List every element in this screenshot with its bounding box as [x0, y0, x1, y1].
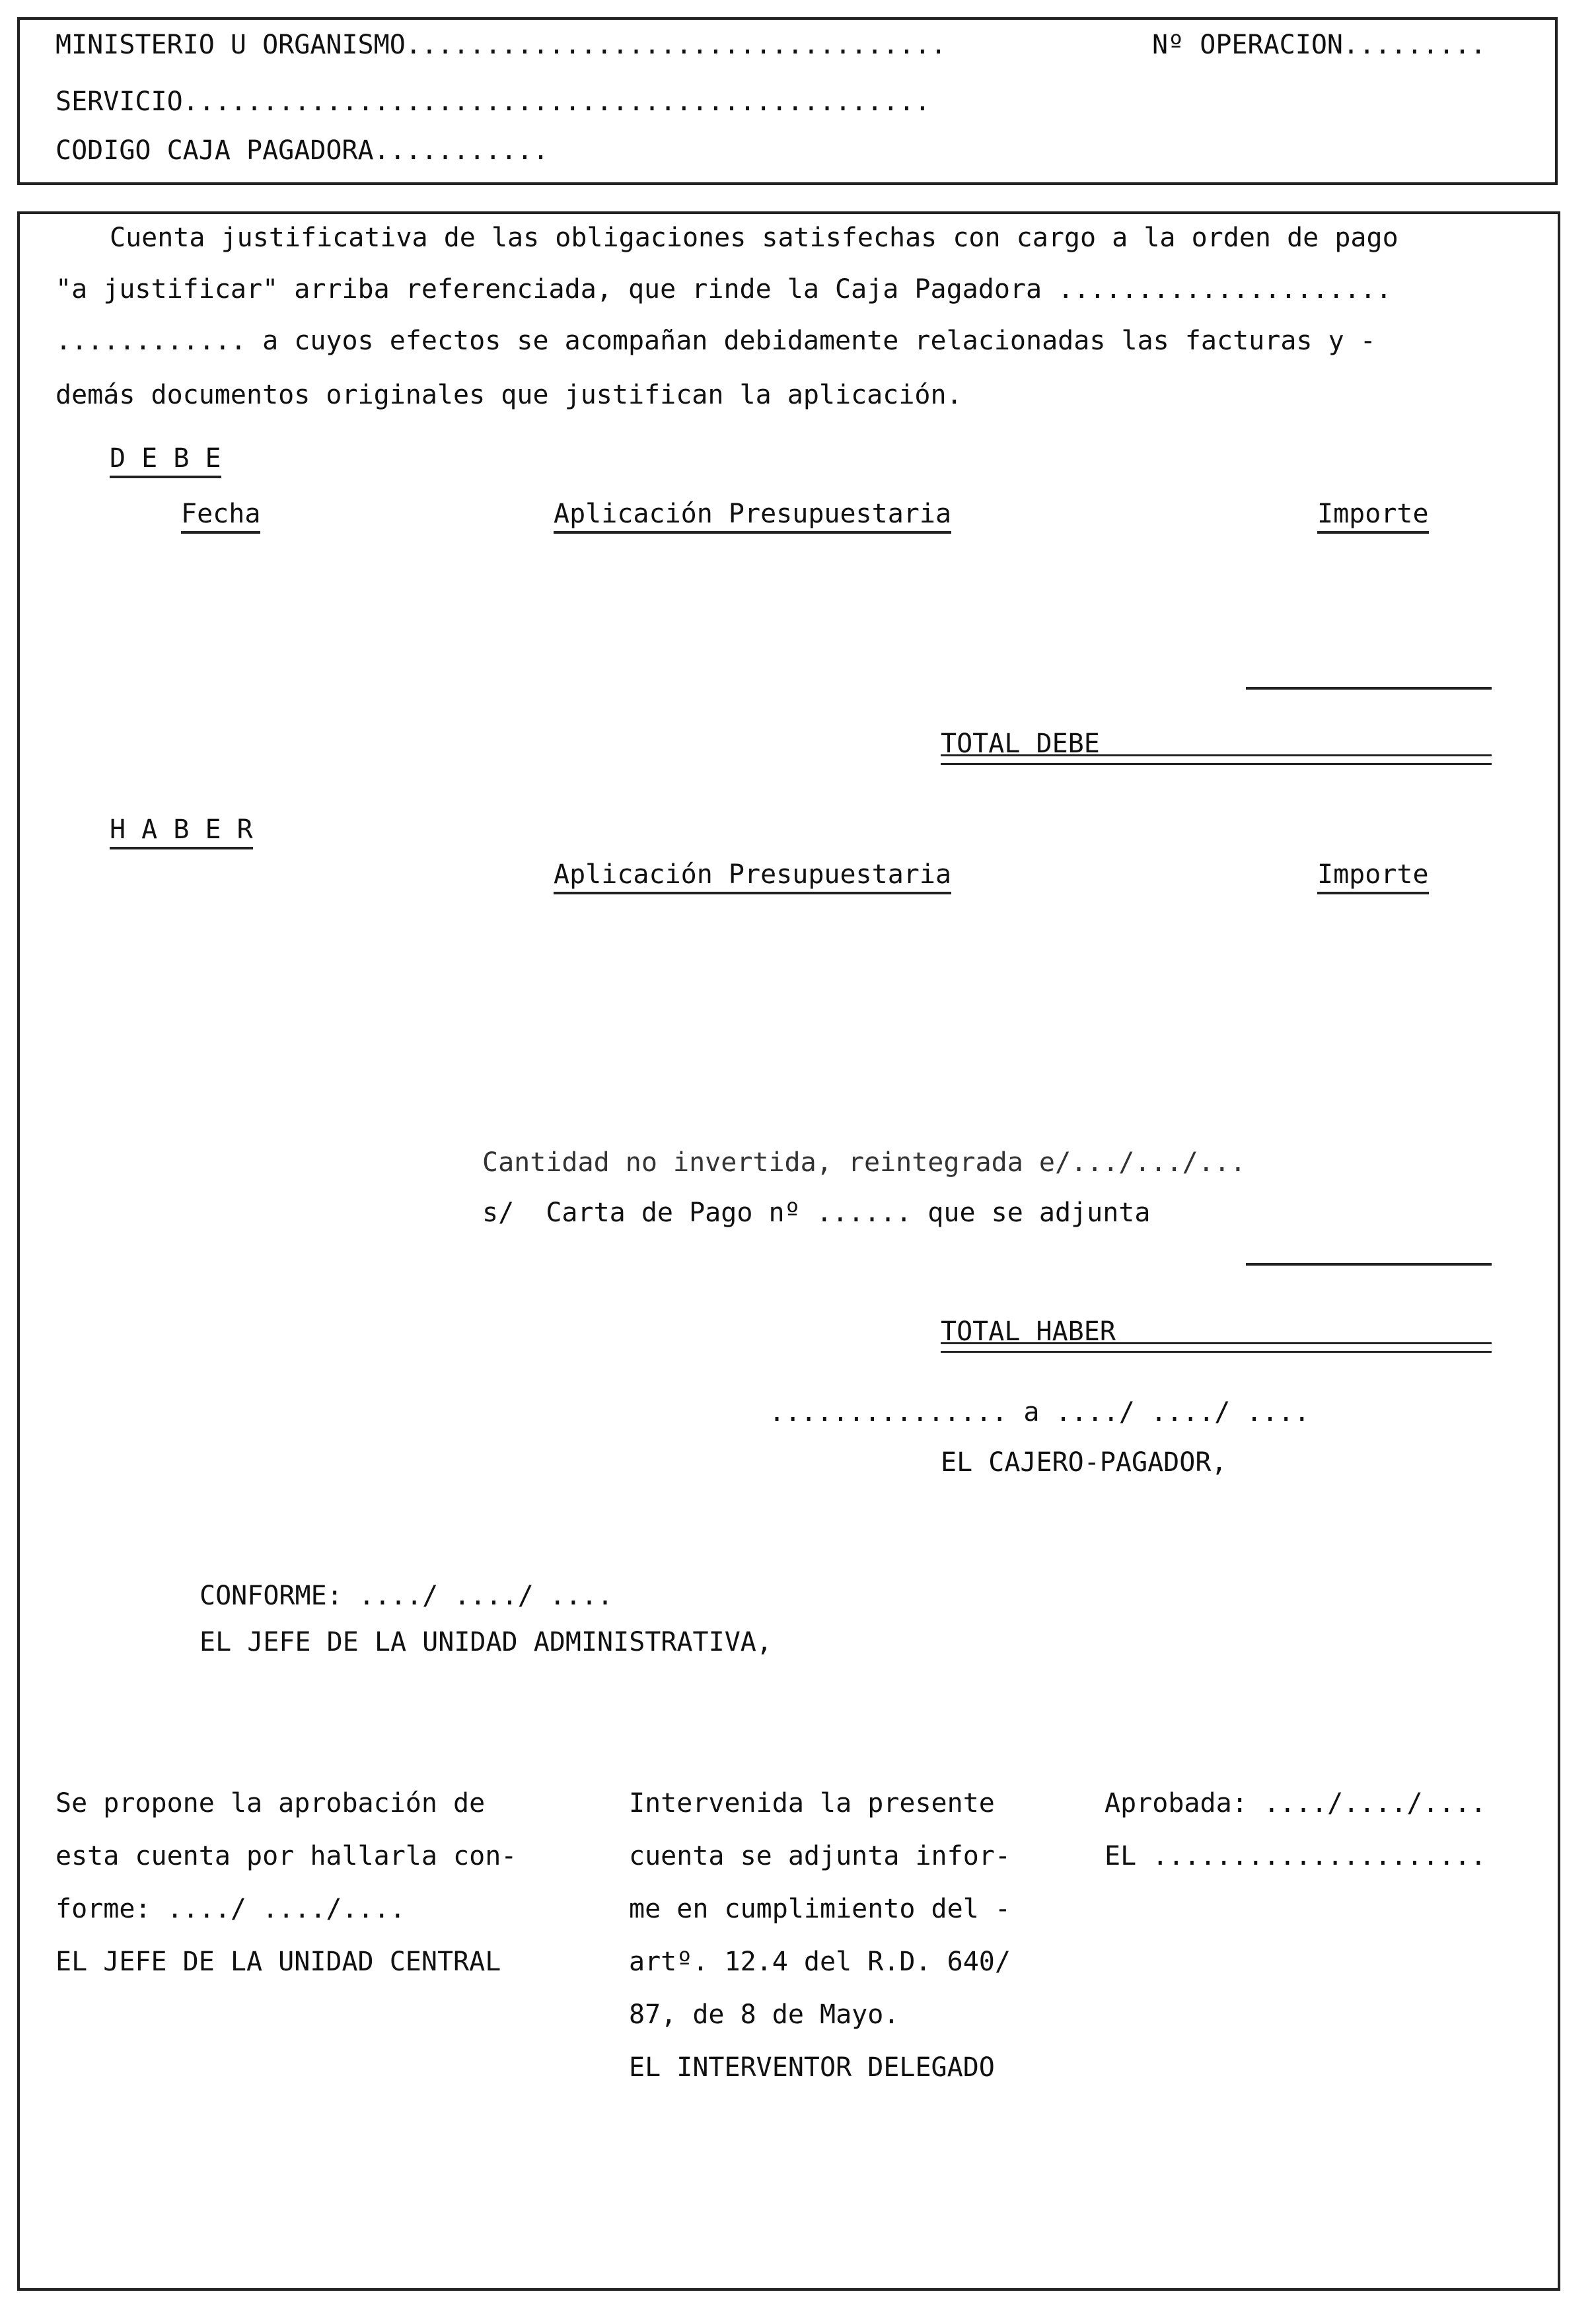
footer-right-1: Aprobada: ..../..../.... — [1105, 1788, 1486, 1818]
total-haber-double-line — [941, 1342, 1492, 1353]
lugar-fecha: ............... a ..../ ..../ .... — [769, 1397, 1310, 1427]
footer-left-2: esta cuenta por hallarla con- — [55, 1841, 517, 1871]
ministerio-field: MINISTERIO U ORGANISMO.................................. — [55, 30, 947, 60]
debe-subtotal-line — [1246, 687, 1492, 690]
footer-middle-3: me en cumplimiento del - — [629, 1894, 1011, 1924]
haber-col-importe: Importe — [1317, 859, 1429, 894]
footer-middle-6: EL INTERVENTOR DELEGADO — [629, 2052, 995, 2083]
total-debe-double-line — [941, 754, 1492, 765]
carta-de-pago: s/ Carta de Pago nº ...... que se adjunta — [482, 1198, 1151, 1228]
intro-line-4: demás documentos originales que justifican la aplicación. — [55, 380, 962, 410]
cajero-pagador: EL CAJERO-PAGADOR, — [941, 1447, 1227, 1478]
intro-line-1: Cuenta justificativa de las obligaciones satisfechas con cargo a la orden de pago — [110, 223, 1398, 253]
debe-col-fecha: Fecha — [181, 498, 260, 534]
footer-middle-5: 87, de 8 de Mayo. — [629, 1999, 900, 2030]
footer-middle-1: Intervenida la presente — [629, 1788, 995, 1818]
haber-col-aplicacion: Aplicación Presupuestaria — [554, 859, 951, 894]
haber-title: H A B E R — [110, 814, 253, 849]
footer-left-1: Se propone la aprobación de — [55, 1788, 486, 1818]
footer-middle-2: cuenta se adjunta infor- — [629, 1841, 1011, 1871]
servicio-field: SERVICIO............................................... — [55, 87, 931, 117]
debe-col-aplicacion: Aplicación Presupuestaria — [554, 498, 951, 534]
jefe-unidad-administrativa: EL JEFE DE LA UNIDAD ADMINISTRATIVA, — [200, 1627, 772, 1657]
codigo-caja-field: CODIGO CAJA PAGADORA........... — [55, 135, 549, 166]
total-haber-label: TOTAL HABER — [941, 1316, 1116, 1347]
footer-left-4: EL JEFE DE LA UNIDAD CENTRAL — [55, 1947, 501, 1977]
debe-title: D E B E — [110, 443, 221, 478]
cantidad-no-invertida: Cantidad no invertida, reintegrada e/.../.../... — [482, 1147, 1246, 1178]
footer-right-2: EL ..................... — [1105, 1841, 1486, 1871]
intro-line-3: ............ a cuyos efectos se acompañan debidamente relacionadas las facturas y - — [55, 326, 1376, 356]
footer-left-3: forme: ..../ ..../.... — [55, 1894, 406, 1924]
haber-subtotal-line — [1246, 1263, 1492, 1266]
total-debe-label: TOTAL DEBE — [941, 729, 1100, 759]
operacion-field: Nº OPERACION......... — [1152, 30, 1486, 60]
intro-line-2: "a justificar" arriba referenciada, que rinde la Caja Pagadora ..................... — [55, 274, 1392, 305]
footer-middle-4: artº. 12.4 del R.D. 640/ — [629, 1947, 1011, 1977]
debe-col-importe: Importe — [1317, 498, 1429, 534]
conforme-line: CONFORME: ..../ ..../ .... — [200, 1581, 614, 1611]
